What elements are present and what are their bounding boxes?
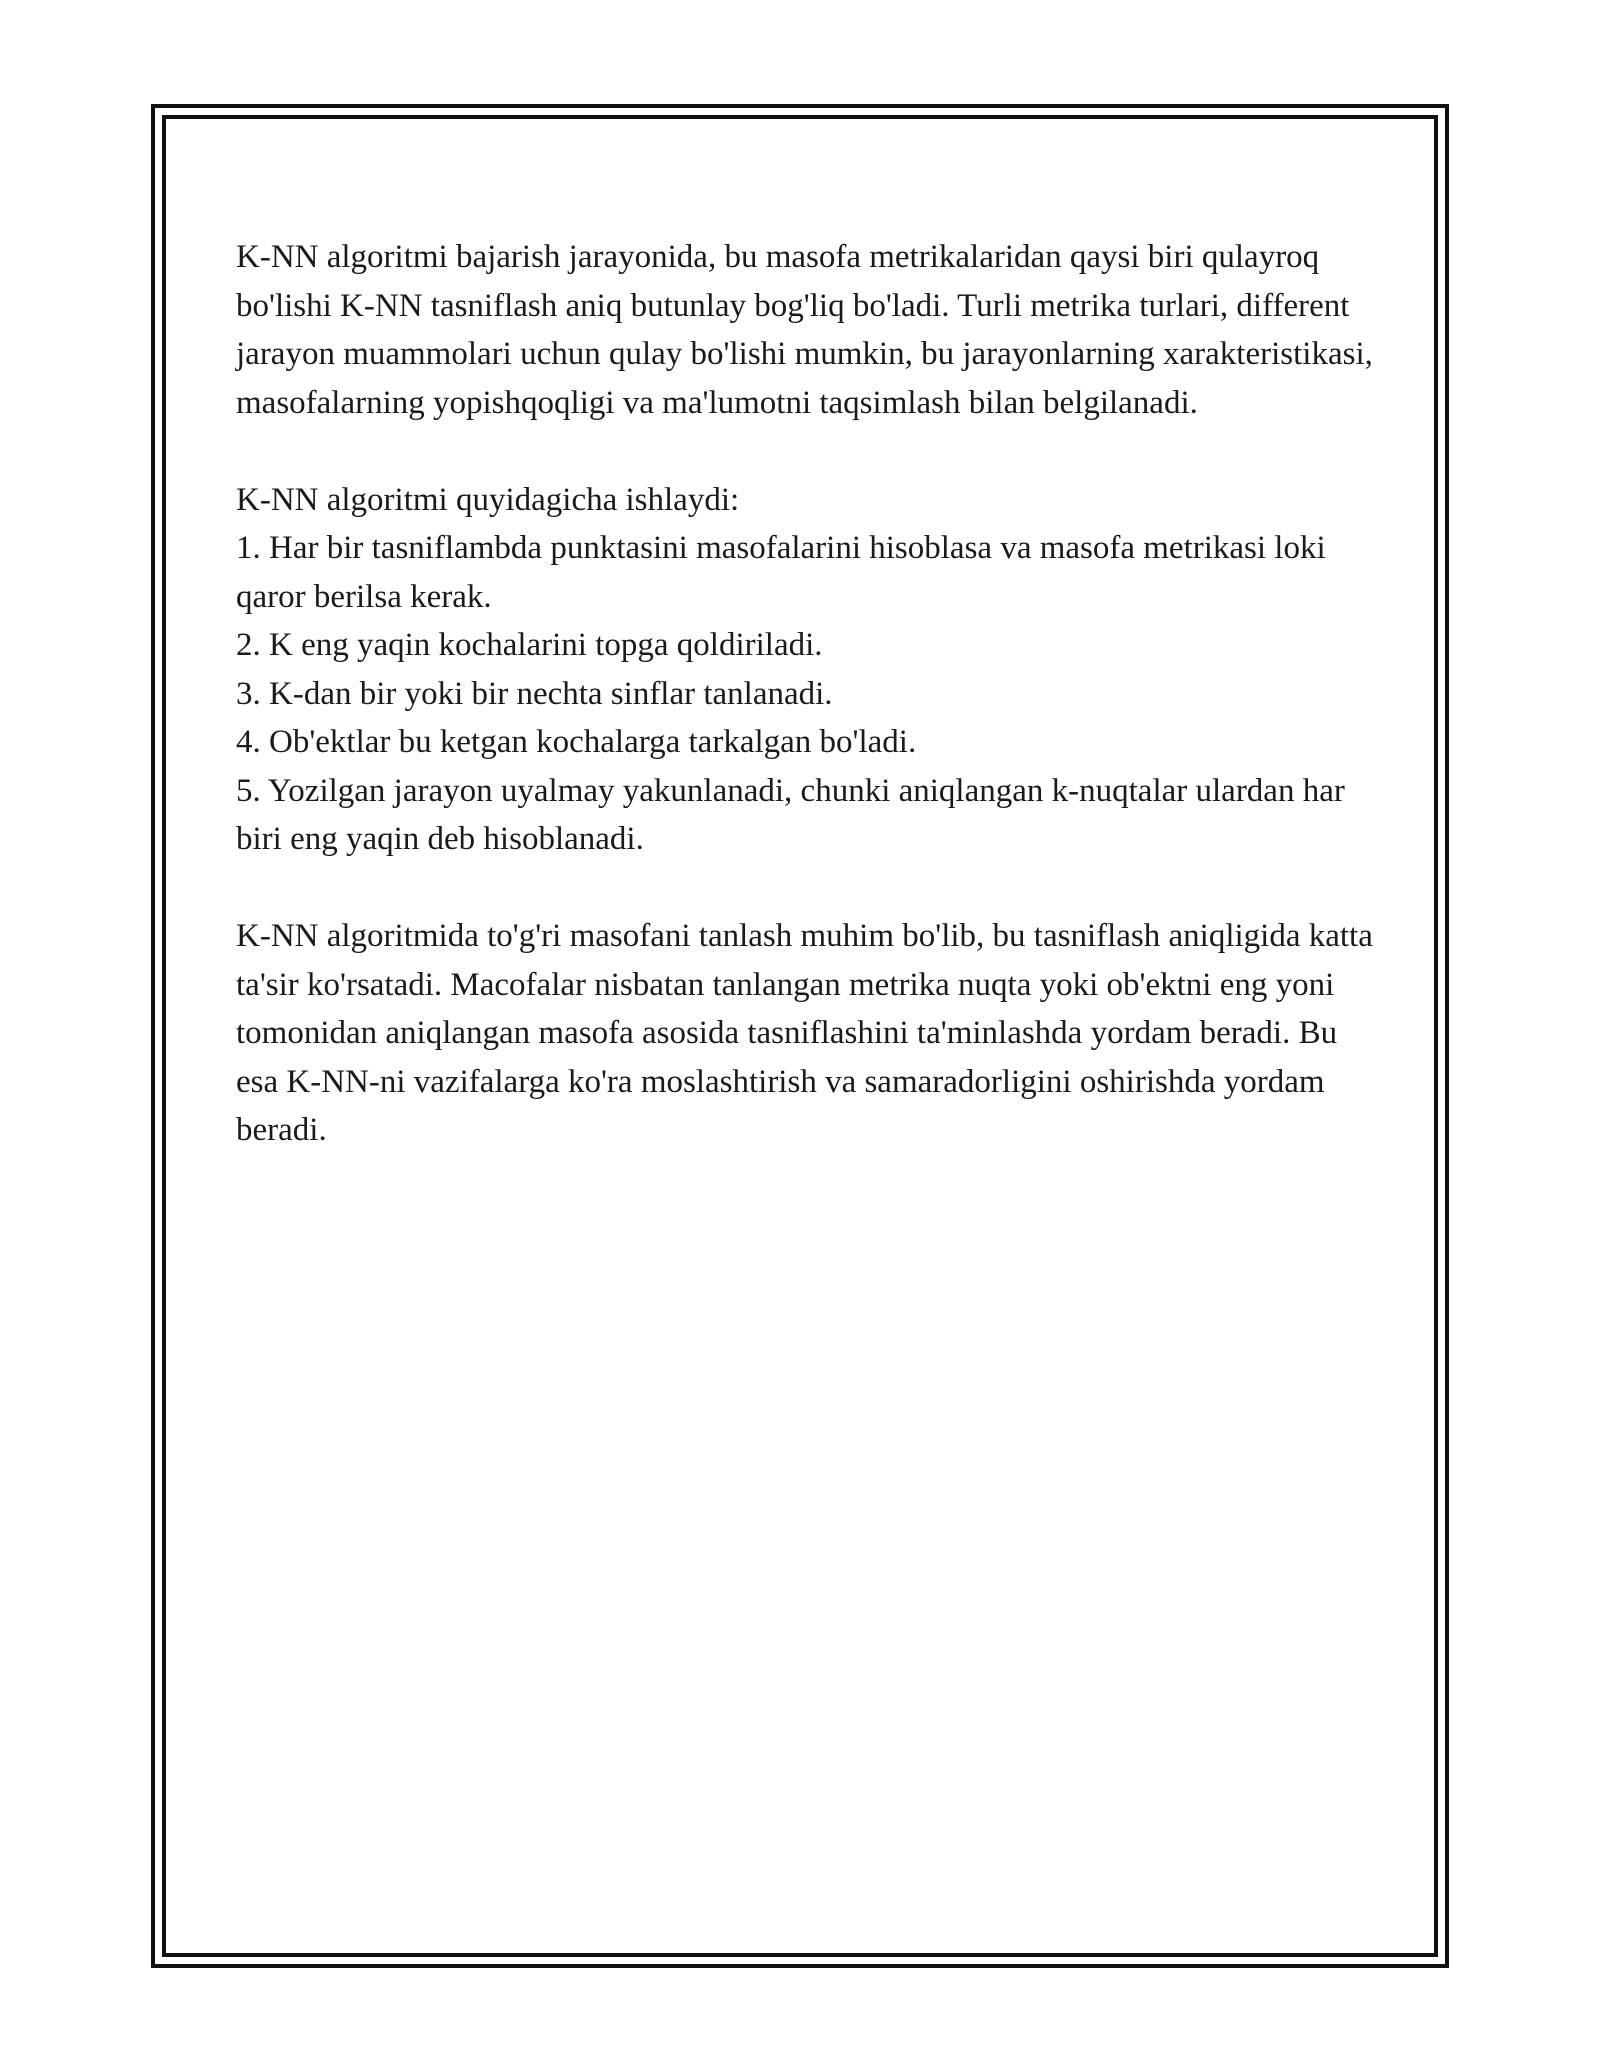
steps-heading: K-NN algoritmi quyidagicha ishlaydi: [236, 481, 740, 518]
intro-paragraph: K-NN algoritmi bajarish jarayonida, bu masofa metrikalaridan qaysi biri qulayroq bo'lishi K-NN tasniflash aniq butunlay bog'liq bo'ladi. Turli metrika turlari, different jarayon muammolari uchun qulay bo'lishi mumkin, bu jarayonlarning xarakteristikasi, masofalarning yopishqoqligi va ma'lumotni taqsimlash bilan belgilanadi. [236, 239, 1373, 421]
conclusion-paragraph: K-NN algoritmida to'g'ri masofani tanlash muhim bo'lib, bu tasniflash aniqligida katta ta'sir ko'rsatadi. Macofalar nisbatan tanlangan metrika nuqta yoki ob'ektni eng yoni tomonidan aniqlangan masofa asosida tasniflashini ta'minlashda yordam beradi. Bu esa K-NN-ni vazifalarga ko'ra moslashtirish va samaradorligini oshirishda yordam beradi. [236, 918, 1373, 1148]
step-item: 3. K-dan bir yoki bir nechta sinflar tanlanadi. [236, 675, 833, 712]
step-item: 2. K eng yaqin kochalarini topga qoldiriladi. [236, 627, 823, 663]
step-item: 5. Yozilgan jarayon uyalmay yakunlanadi, chunki aniqlangan k-nuqtalar ulardan har biri eng yaqin deb hisoblanadi. [236, 772, 1345, 857]
steps-block [236, 476, 1376, 864]
step-item: 4. Ob'ektlar bu ketgan kochalarga tarkalgan bo'ladi. [236, 724, 917, 760]
step-item: 1. Har bir tasniflambda punktasini masofalarini hisoblasa va masofa metrikasi loki qaror berilsa kerak. [236, 530, 1326, 615]
document-body [236, 233, 1376, 1203]
